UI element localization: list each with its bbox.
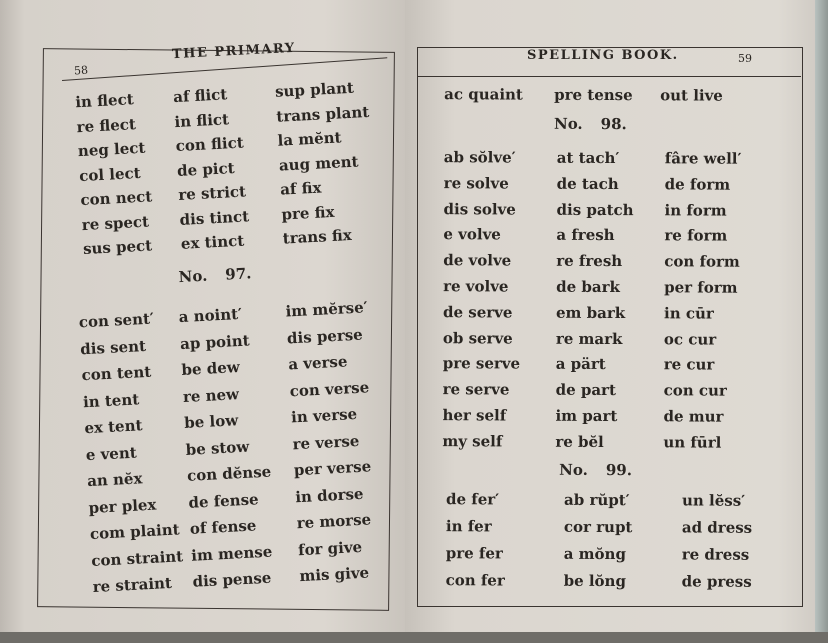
right-block98-col1-word: de serve [442,302,513,322]
right-top-row-col1-word: ac quaint [444,85,523,104]
right-block98-col2-word: em bark [555,303,626,322]
left-block2-col1-word: con sent′ [78,309,155,332]
left-block2-col3-word: for give [297,537,363,559]
right-block98-col3-word: in cūr [663,304,714,323]
left-block2-col3-word: a verse [287,352,348,374]
right-block98-col3-word: fâre well′ [664,149,742,168]
right-block98-col3-word: per form [664,278,738,297]
right-block98-col3-word: un fūrl [663,433,722,452]
left-block2-col1-word: an nĕx [86,469,143,491]
right-block98-col1-word: de volve [443,251,512,270]
left-block2-col2-word: of fense [189,516,257,538]
right-block98-col1-word: ab sŏlve′ [443,148,516,167]
left-block2-col3-word: re verse [292,431,360,453]
right-block98-col2-word: im part [555,406,618,426]
left-block2-col3-word: in verse [290,404,358,427]
left-block1-col1-word: col lect [78,163,141,185]
right-top-row-col2-word: pre tense [554,85,633,105]
right-block99-col3-word: ad dress [681,518,753,537]
left-block2-col1-word: ex tent [83,416,143,438]
left-block1-col3-word: af fix [279,178,322,199]
right-block98-col3-word: de form [664,175,731,194]
left-block1-col2-word: re strict [177,182,247,204]
left-block1-col3-word: la mĕnt [277,128,342,150]
right-block99-col1-word: con fer [445,571,505,590]
left-block2-col2-word: be low [183,411,239,432]
right-block98-col3-word: re form [664,226,728,246]
right-block98-col2-word: at tach′ [556,148,620,168]
right-running-head: SPELLING BOOK. [527,48,679,63]
right-block99-col2-word: be lŏng [563,571,627,591]
right-block98-col3-word: oc cur [663,329,717,349]
left-block2-col3-word: per verse [293,457,372,480]
right-block98-col1-word: re solve [443,173,509,193]
left-block1-col1-word: con nect [80,187,153,210]
left-block2-col2-word: be dew [181,358,241,380]
left-block2-col3-word: re morse [296,510,372,533]
right-block98-col1-word: dis solve [443,199,516,219]
left-block2-col1-word: per plex [88,495,157,517]
left-block2-col3-word: mis give [298,563,370,586]
left-running-head: THE PRIMARY [171,40,297,63]
left-block1-col1-word: in flect [74,90,135,112]
right-block98-col1-word: re volve [443,277,509,296]
left-block2-col1-word: e vent [85,443,138,464]
left-block1-col2-word: in flict [174,109,230,131]
left-block1-col3-word: trans plant [275,102,370,126]
left-block1-col3-word: trans fix [282,225,353,248]
left-block2-col1-word: re straint [92,573,173,596]
left-block2-col1-word: com plaint [89,520,180,544]
right-block99-col3-word: de press [681,572,752,591]
left-folio: 58 [73,63,89,78]
right-block98-col2-word: de tach [556,174,619,193]
left-block1-col2-word: de pict [176,158,235,180]
left-block1-col2-word: ex tinct [180,231,245,253]
right-block98-col3-word: de mur [663,407,724,426]
left-lesson-number: No. 97. [178,264,252,287]
left-block2-col1-word: in tent [82,389,140,411]
right-block98-col2-word: re bĕl [555,432,604,451]
right-block98-col2-word: de bark [556,277,620,297]
right-block99-col1-word: in fer [445,517,492,536]
right-block99-col3-word: re dress [681,545,750,564]
left-block2-col3-word: im mĕrse′ [285,298,369,321]
left-block1-col1-word: re spect [81,212,150,234]
left-block2-col2-word: re new [182,384,240,406]
right-block98-col2-word: re fresh [556,251,623,271]
left-block1-col1-word: re flect [76,114,137,136]
right-block98-col2-word: a fresh [556,226,615,245]
right-block98-col3-word: in form [664,200,727,220]
left-block1-col3-word: aug ment [278,152,359,175]
left-block2-col2-word: dis pense [192,568,272,591]
left-block1-col1-word: sus pect [82,236,153,259]
left-block2-col2-word: a noint′ [178,304,243,327]
left-block2-col3-word: con verse [289,377,370,400]
right-block98-col1-word: pre serve [442,354,521,373]
left-block1-col3-word: sup plant [274,78,355,101]
left-block2-col2-word: im mense [190,542,273,565]
left-block1-col1-word: neg lect [77,138,146,161]
right-block98-col1-word: e volve [443,225,501,244]
left-block2-col2-word: con dĕnse [186,462,272,485]
left-block2-col1-word: con tent [81,362,152,385]
right-block99-col2-word: ab rŭpt′ [563,490,630,510]
right-folio: 59 [738,52,752,65]
left-block2-col3-word: in dorse [294,484,364,506]
right-block98-col3-word: con form [664,252,740,271]
left-block1-col2-word: con flict [175,133,245,156]
left-block2-col2-word: be stow [185,437,250,459]
left-block2-col1-word: con straint [90,546,184,570]
left-block2-col3-word: dis perse [286,325,364,347]
left-block2-col2-word: ap point [179,330,250,353]
left-block2-col1-word: dis sent [79,336,147,358]
right-block99-col1-word: pre fer [445,544,503,563]
right-block98-col1-word: her self [442,406,507,425]
right-block99-col2-word: cor rupt [563,517,633,537]
right-block98-col2-word: re mark [555,329,623,348]
right-block98-col1-word: re serve [442,380,510,399]
right-block98-col1-word: my self [442,431,503,451]
right-block98-col2-word: a pärt [555,355,606,374]
left-block1-col3-word: pre fix [281,202,335,224]
right-block99-col2-word: a mŏng [563,544,627,564]
right-block98-col1-word: ob serve [442,328,513,348]
right-top-row-col3-word: out live [660,86,723,105]
left-block1-col2-word: af flict [172,85,228,107]
right-block98-col2-word: de part [555,380,616,400]
right-block99-col1-word: de fer′ [445,490,500,509]
right-lesson-99: No. 99. [559,460,633,480]
right-block98-col3-word: re cur [663,355,715,374]
right-block99-col3-word: un lĕss′ [681,491,746,510]
right-block98-col3-word: con cur [663,381,727,400]
right-lesson-98: No. 98. [553,114,627,134]
left-block2-col2-word: de fense [187,489,259,512]
right-block98-col2-word: dis patch [556,200,634,219]
left-block1-col2-word: dis tinct [179,206,250,229]
